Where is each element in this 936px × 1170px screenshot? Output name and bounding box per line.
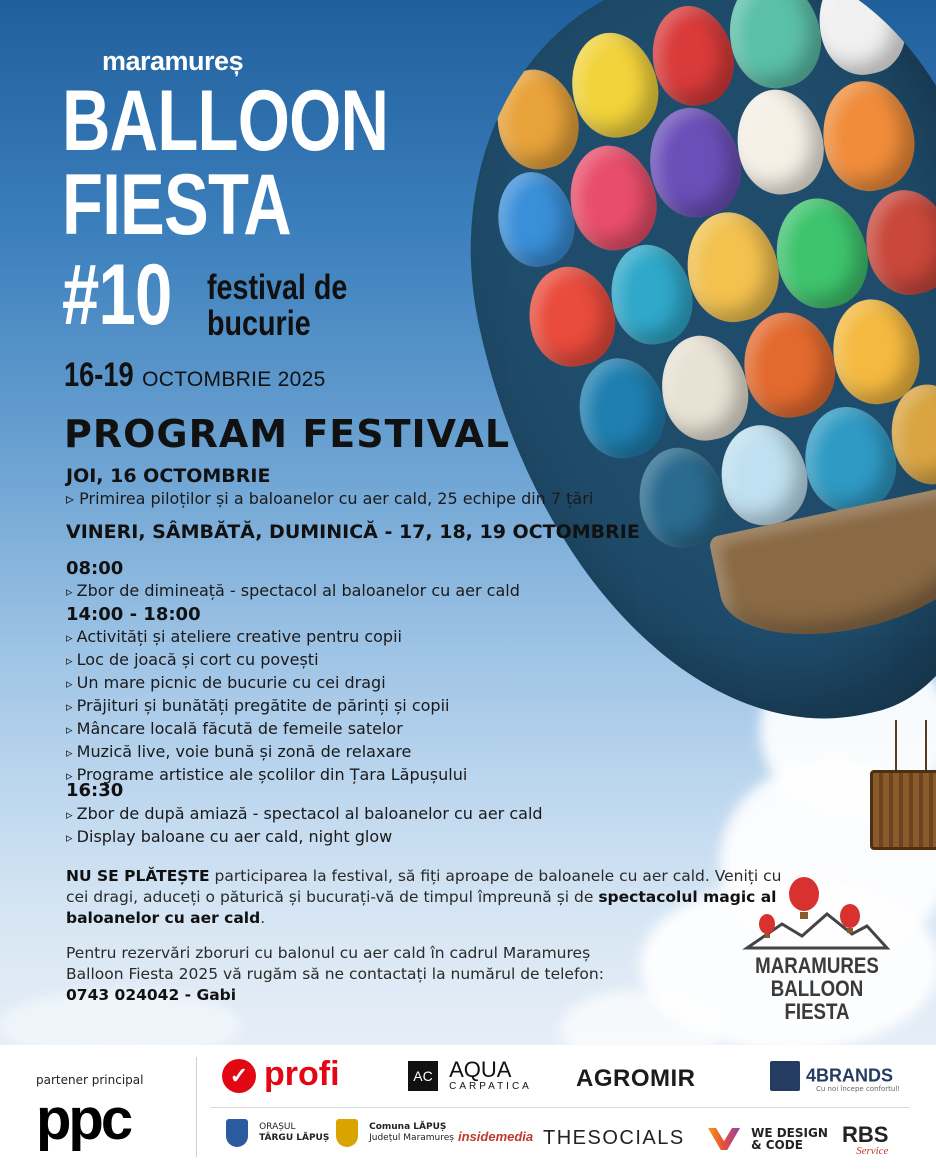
day1-heading: JOI, 16 OCTOMBRIE	[66, 465, 271, 487]
slot-time: 14:00 - 18:00	[66, 604, 201, 625]
slot-list	[66, 803, 543, 849]
lapus-line1: Comuna LĂPUȘ	[369, 1122, 447, 1132]
dates-days: 16-19	[64, 356, 134, 394]
magic-show-bold: spectacolul magic al baloanelor cu aer cald	[66, 888, 777, 927]
comuna-lapus-logo[interactable]	[336, 1119, 454, 1147]
slot-time: 16:30	[66, 780, 124, 801]
dates-month: OCTOMBRIE 2025	[142, 368, 326, 391]
balloons-mountain-icon	[742, 876, 892, 956]
list-item: ▹ Loc de joacă și cort cu povești	[66, 649, 467, 672]
list-item: ▹ Un mare picnic de bucurie cu cei dragi	[66, 672, 467, 695]
list-item: ▹ Mâncare locală făcută de femeile satelor	[66, 718, 467, 741]
lapus-line2: Județul Maramureș	[369, 1133, 454, 1143]
we-design-line1: WE DESIGN	[751, 1126, 828, 1140]
aqua-carpatica-mark: AC	[408, 1061, 438, 1091]
4brands-text: 4BRANDS	[806, 1065, 894, 1086]
divider	[196, 1057, 197, 1157]
4brands-mark-icon	[770, 1061, 800, 1091]
list-item: ▹ Programe artistice ale școlilor din Țara Lăpușului	[66, 764, 467, 787]
we-design-mark-icon	[708, 1128, 740, 1150]
divider	[210, 1107, 910, 1108]
comuna-lapus-text	[369, 1122, 454, 1144]
main-partner-label: partener principal	[36, 1073, 144, 1087]
thesocials-logo[interactable]: THESOCIALS	[543, 1127, 685, 1149]
comuna-lapus-crest-icon	[336, 1119, 358, 1147]
balloon-envelope	[417, 0, 936, 776]
list-item: ▹ Prăjituri și bunătăți pregătite de părinți și copii	[66, 695, 467, 718]
aqua-carpatica-text	[449, 1059, 532, 1092]
targu-lapus-text	[259, 1122, 329, 1144]
aqua-carpatica-logo[interactable]	[408, 1059, 532, 1092]
maramures-balloon-fiesta-logo	[742, 876, 892, 1024]
4brands-slogan: Cu noi începe confortul!	[816, 1085, 901, 1093]
profi-logo[interactable]	[222, 1055, 340, 1094]
day2-heading: VINERI, SÂMBĂTĂ, DUMINICĂ - 17, 18, 19 OCTOMBRIE	[66, 521, 640, 543]
we-design-line2: & CODE	[751, 1138, 803, 1152]
targu-line2: TÂRGU LĂPUȘ	[259, 1133, 330, 1143]
targu-lapus-logo[interactable]	[226, 1119, 329, 1147]
list-item: ▹ Zbor de după amiază - spectacol al baloanelor cu aer cald	[66, 803, 543, 826]
targu-line1: ORAȘUL	[259, 1122, 296, 1132]
tagline	[207, 270, 347, 342]
we-design-text	[751, 1127, 828, 1151]
logo-text-line1: MARAMURES	[755, 953, 879, 978]
free-entry-text: participarea la festival, să fiți aproape de baloanele cu aer cald. Veniți cu cei dragi, aduceți o păturică și bucurați-vă de timpul împreună și de	[66, 867, 782, 906]
rbs-sub-text: Service	[856, 1145, 889, 1157]
tagline-line2: bucurie	[207, 304, 311, 343]
profi-check-icon: ✓	[222, 1059, 256, 1093]
tagline-line1: festival de	[207, 268, 348, 307]
day1-item: ▹ Primirea piloților și a baloanelor cu aer cald, 25 echipe din 7 țări	[66, 489, 594, 508]
festival-dates	[64, 356, 326, 395]
brand-title-line2: FIESTA	[62, 157, 291, 253]
agromir-logo[interactable]: AGROMIR	[576, 1065, 696, 1092]
free-entry-bold: NU SE PLĂTEȘTE	[66, 867, 210, 885]
hot-air-balloon-illustration	[470, 0, 936, 870]
aqua-line2: CARPATICA	[449, 1081, 532, 1092]
list-item: ▹ Zbor de dimineață - spectacol al baloanelor cu aer cald	[66, 580, 520, 603]
slot-time: 08:00	[66, 558, 124, 579]
rbs-text: RBS	[842, 1122, 889, 1147]
brand-region: maramureș	[102, 46, 244, 76]
program-title: PROGRAM FESTIVAL	[64, 412, 511, 456]
free-entry-paragraph	[66, 866, 786, 929]
list-item: ▹ Muzică live, voie bună și zonă de relaxare	[66, 741, 467, 764]
list-item: ▹ Display baloane cu aer cald, night glow	[66, 826, 543, 849]
insidemedia-logo[interactable]: insidemedia	[458, 1129, 534, 1144]
profi-text: profi	[264, 1055, 340, 1093]
targu-lapus-crest-icon	[226, 1119, 248, 1147]
edition-number: #10	[62, 247, 172, 343]
logo-text-line2: BALLOON FIESTA	[770, 976, 864, 1024]
slot-list	[66, 626, 467, 787]
sponsor-bar	[0, 1045, 936, 1170]
ppc-logo[interactable]: ppc	[36, 1087, 131, 1152]
aqua-line1: AQUA	[449, 1057, 512, 1082]
contact-phone[interactable]: 0743 024042 - Gabi	[66, 986, 237, 1004]
rbs-service-logo[interactable]	[842, 1122, 889, 1157]
slot-list	[66, 580, 520, 603]
reservation-text: Pentru rezervări zboruri cu balonul cu aer cald în cadrul Maramureș Balloon Fiesta 2025 vă rugăm să ne contactați la numărul de telefon:	[66, 944, 604, 983]
balloon-basket	[870, 770, 936, 850]
logo-text	[753, 954, 881, 1023]
we-design-code-logo[interactable]	[708, 1127, 828, 1151]
paragraph-end: .	[260, 909, 266, 927]
reservation-paragraph	[66, 943, 606, 1006]
brand-title-line1: BALLOON	[62, 73, 389, 169]
list-item: ▹ Activități și ateliere creative pentru copii	[66, 626, 467, 649]
